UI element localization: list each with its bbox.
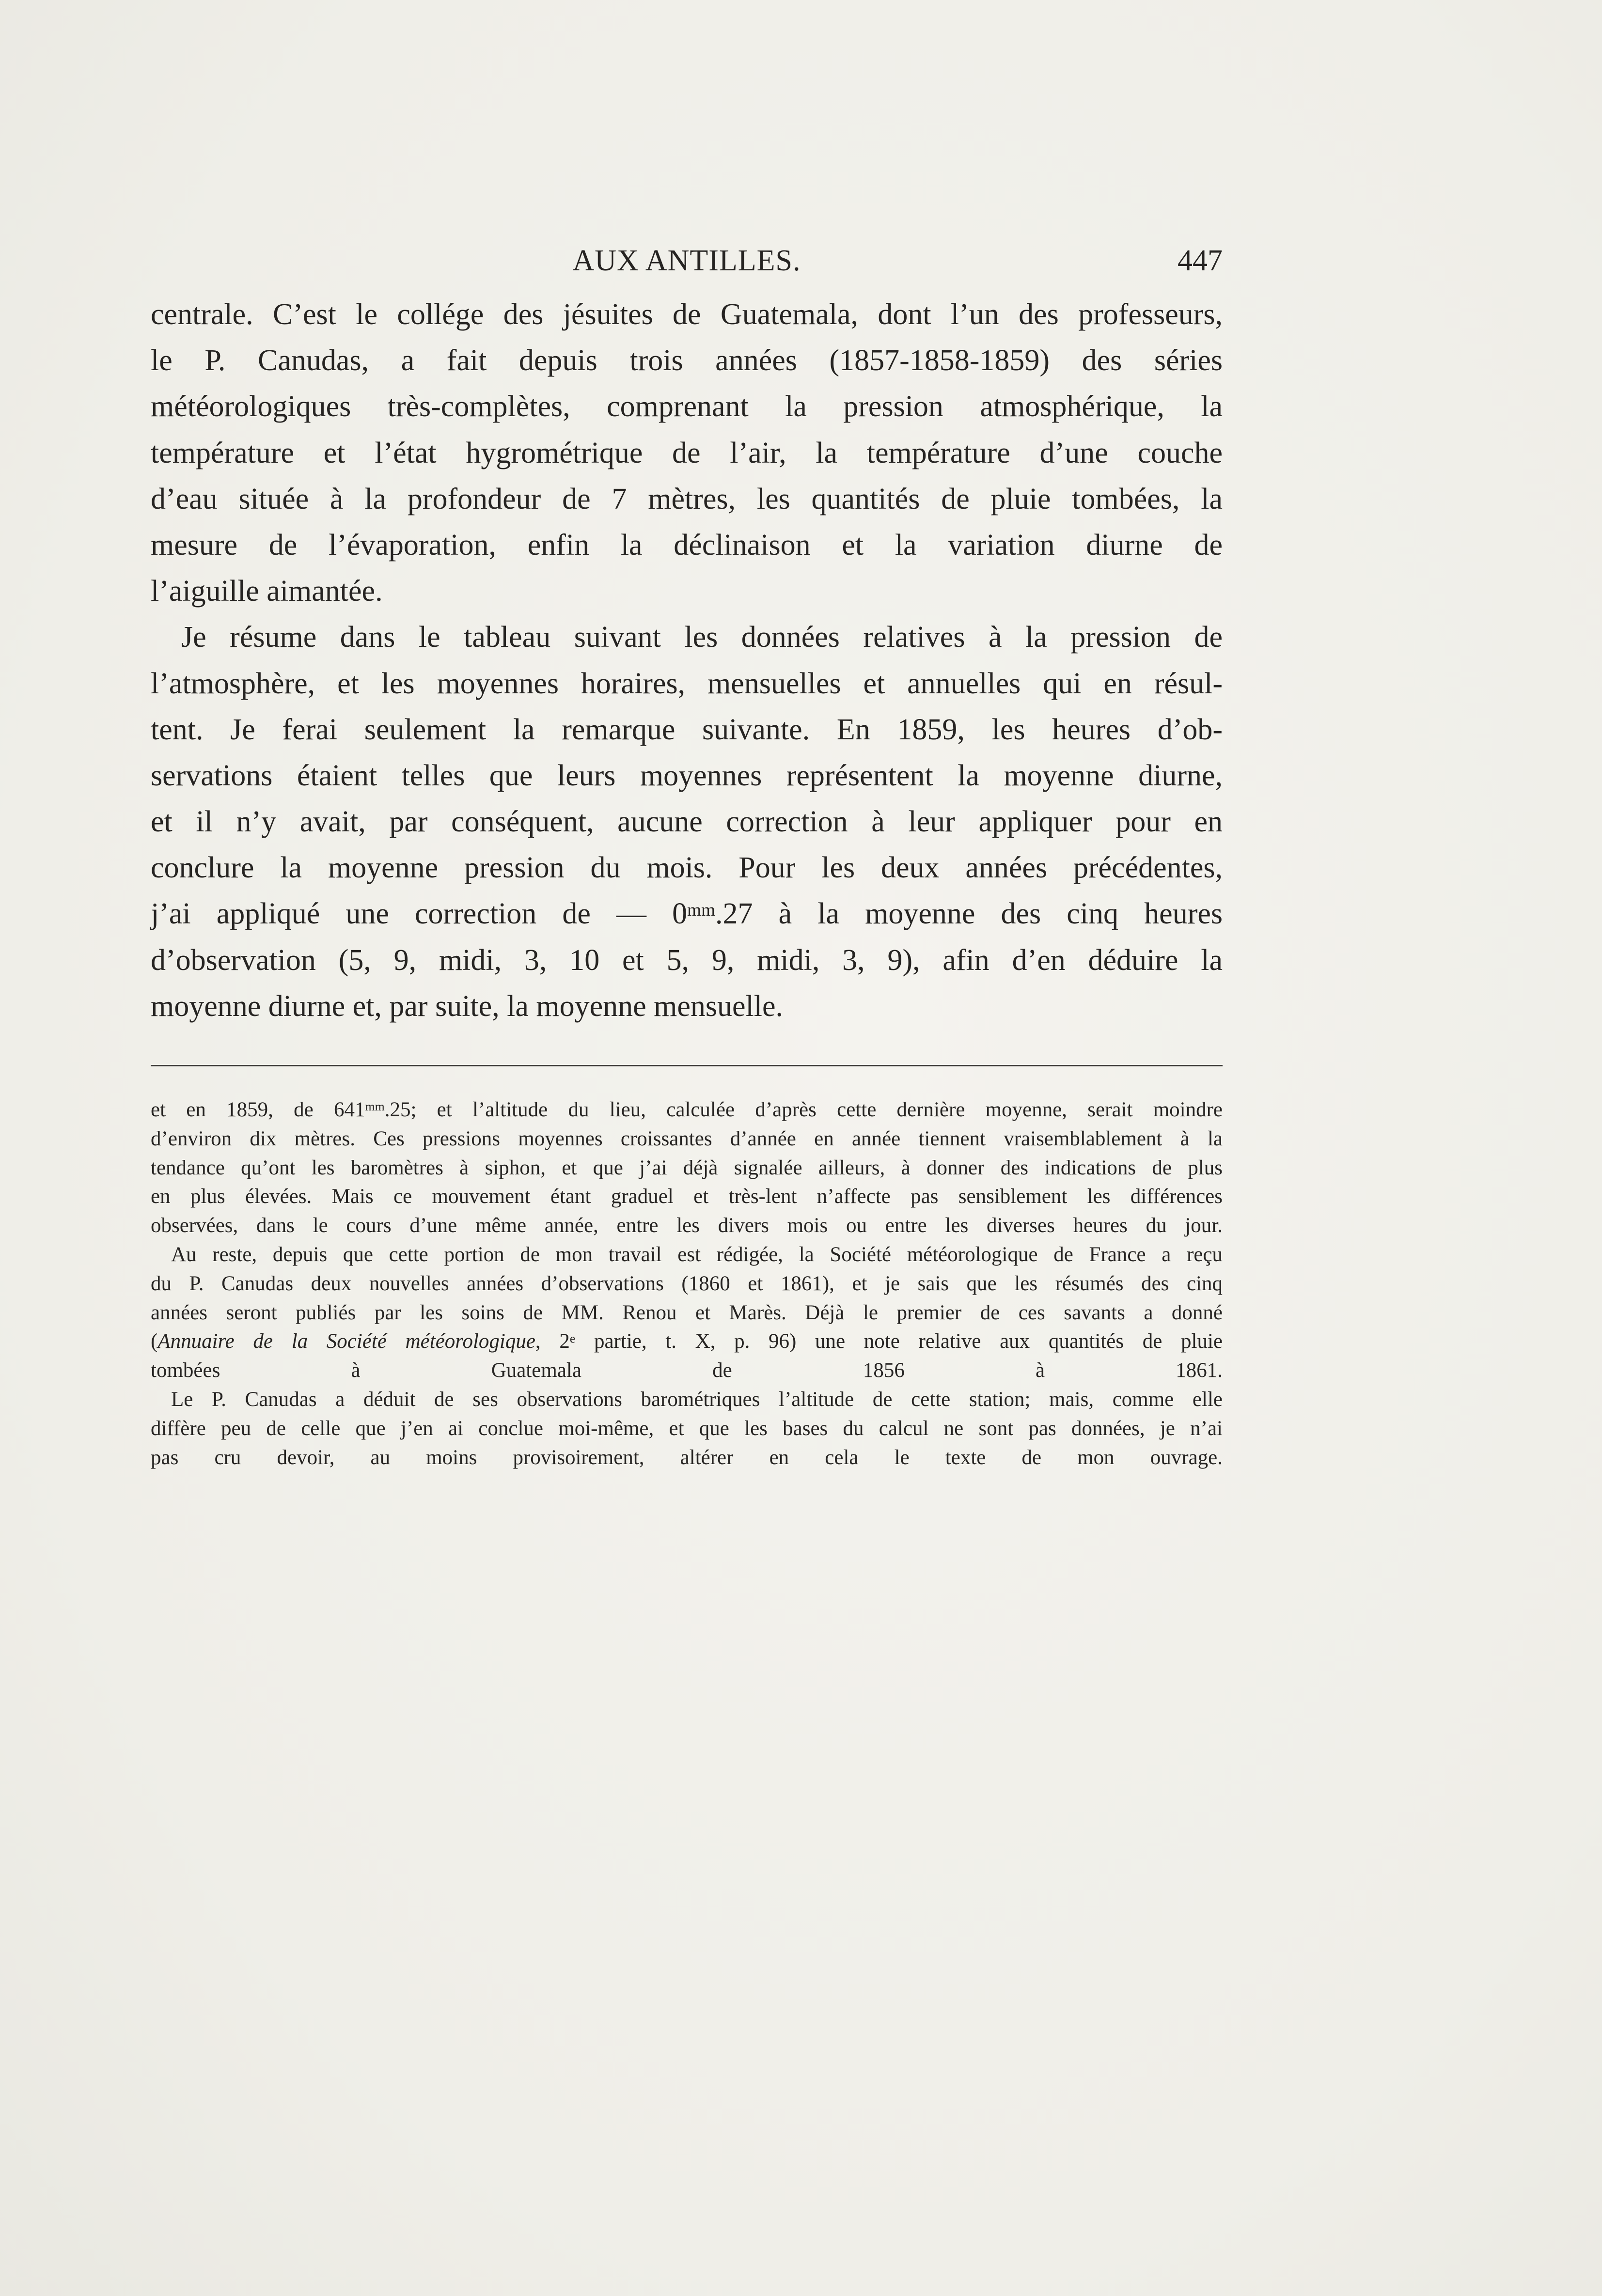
text-line — [151, 891, 1223, 937]
footnote-separator-rule — [151, 1065, 1223, 1066]
superscript-unit: mm — [365, 1099, 385, 1114]
text-line: d’eau située à la profondeur de 7 mètres, les quantités de pluie tombées, la — [151, 482, 1223, 515]
text-segment: partie, t. X, p. 96) une note relative aux quantités de pluie — [575, 1330, 1223, 1353]
paragraph — [151, 614, 1223, 1030]
text-line: tent. Je ferai seulement la remarque suivante. En 1859, les heures d’ob- — [151, 713, 1223, 746]
page-number: 447 — [1178, 244, 1223, 277]
running-title: AUX ANTILLES. — [572, 244, 801, 277]
paragraph — [151, 292, 1223, 614]
footnote-line: Au reste, depuis que cette portion de mon travail est rédigée, la Société météorologique de France a reçu — [171, 1243, 1223, 1266]
text-segment: j’ai appliqué une correction de — 0 — [151, 897, 688, 931]
text-line: servations étaient telles que leurs moyennes représentent la moyenne diurne, — [151, 759, 1223, 792]
text-segment: .25; et l’altitude du lieu, calculée d’après cette dernière moyenne, serait moindre — [384, 1098, 1223, 1121]
italic-title: Annuaire de la Société météorologique — [157, 1330, 535, 1353]
footnote-line: années seront publiés par les soins de MM. Renou et Marès. Déjà le premier de ces savants a donné — [151, 1301, 1223, 1324]
text-line: Je résume dans le tableau suivant les données relatives à la pression de — [181, 621, 1223, 654]
footnote-line: diffère peu de celle que j’en ai conclue moi-même, et que les bases du calcul ne sont pas données, je n’ai — [151, 1417, 1223, 1440]
text-segment: , 2 — [535, 1330, 570, 1353]
footnote — [151, 1385, 1223, 1472]
text-line: centrale. C’est le collége des jésuites de Guatemala, dont l’un des professeurs, — [151, 298, 1223, 331]
text-segment: et en 1859, de 641 — [151, 1098, 365, 1121]
footnote-line: Le P. Canudas a déduit de ses observations barométriques l’altitude de cette station; mais, comme elle — [171, 1388, 1223, 1411]
text-line: température et l’état hygrométrique de l’air, la température d’une couche — [151, 436, 1223, 469]
text-segment: ( — [151, 1330, 158, 1353]
text-line: l’aiguille aimantée. — [151, 575, 383, 608]
text-segment: .27 à la moyenne des cinq heures — [715, 897, 1223, 931]
text-line: météorologiques très-complètes, comprenant la pression atmosphérique, la — [151, 390, 1223, 423]
footnote — [151, 1240, 1223, 1385]
text-line: l’atmosphère, et les moyennes horaires, mensuelles et annuelles qui en résul- — [151, 667, 1223, 700]
footnote-line: tombées à Guatemala de 1856 à 1861. — [151, 1359, 1223, 1382]
footnote-line — [151, 1327, 1223, 1356]
footnote — [151, 1095, 1223, 1240]
text-line: mesure de l’évaporation, enfin la déclinaison et la variation diurne de — [151, 528, 1223, 562]
footnote-line: observées, dans le cours d’une même année, entre les divers mois ou entre les diverses heures du jour. — [151, 1214, 1223, 1237]
superscript-unit: mm — [687, 900, 716, 920]
footnote-line: d’environ dix mètres. Ces pressions moyennes croissantes d’année en année tiennent vraisemblablement à la — [151, 1127, 1223, 1150]
text-line: et il n’y avait, par conséquent, aucune correction à leur appliquer pour en — [151, 805, 1223, 839]
footnote-line: en plus élevées. Mais ce mouvement étant graduel et très-lent n’affecte pas sensiblement les différences — [151, 1185, 1223, 1208]
footnote-line: du P. Canudas deux nouvelles années d’observations (1860 et 1861), et je sais que les résumés des cinq — [151, 1272, 1223, 1295]
body-text — [151, 292, 1223, 1030]
superscript-ordinal: e — [569, 1331, 576, 1345]
footnote-line: pas cru devoir, au moins provisoirement, altérer en cela le texte de mon ouvrage. — [151, 1446, 1223, 1469]
text-line: moyenne diurne et, par suite, la moyenne mensuelle. — [151, 989, 784, 1023]
text-line: conclure la moyenne pression du mois. Pour les deux années précédentes, — [151, 851, 1223, 885]
page-header — [151, 242, 1223, 279]
footnote-line: tendance qu’ont les baromètres à siphon, et que j’ai déjà signalée ailleurs, à donner des indications de plus — [151, 1156, 1223, 1179]
footnotes — [151, 1095, 1223, 1472]
footnote-line — [151, 1095, 1223, 1125]
text-line: d’observation (5, 9, midi, 3, 10 et 5, 9, midi, 3, 9), afin d’en déduire la — [151, 943, 1223, 977]
text-line: le P. Canudas, a fait depuis trois années (1857-1858-1859) des séries — [151, 344, 1223, 377]
